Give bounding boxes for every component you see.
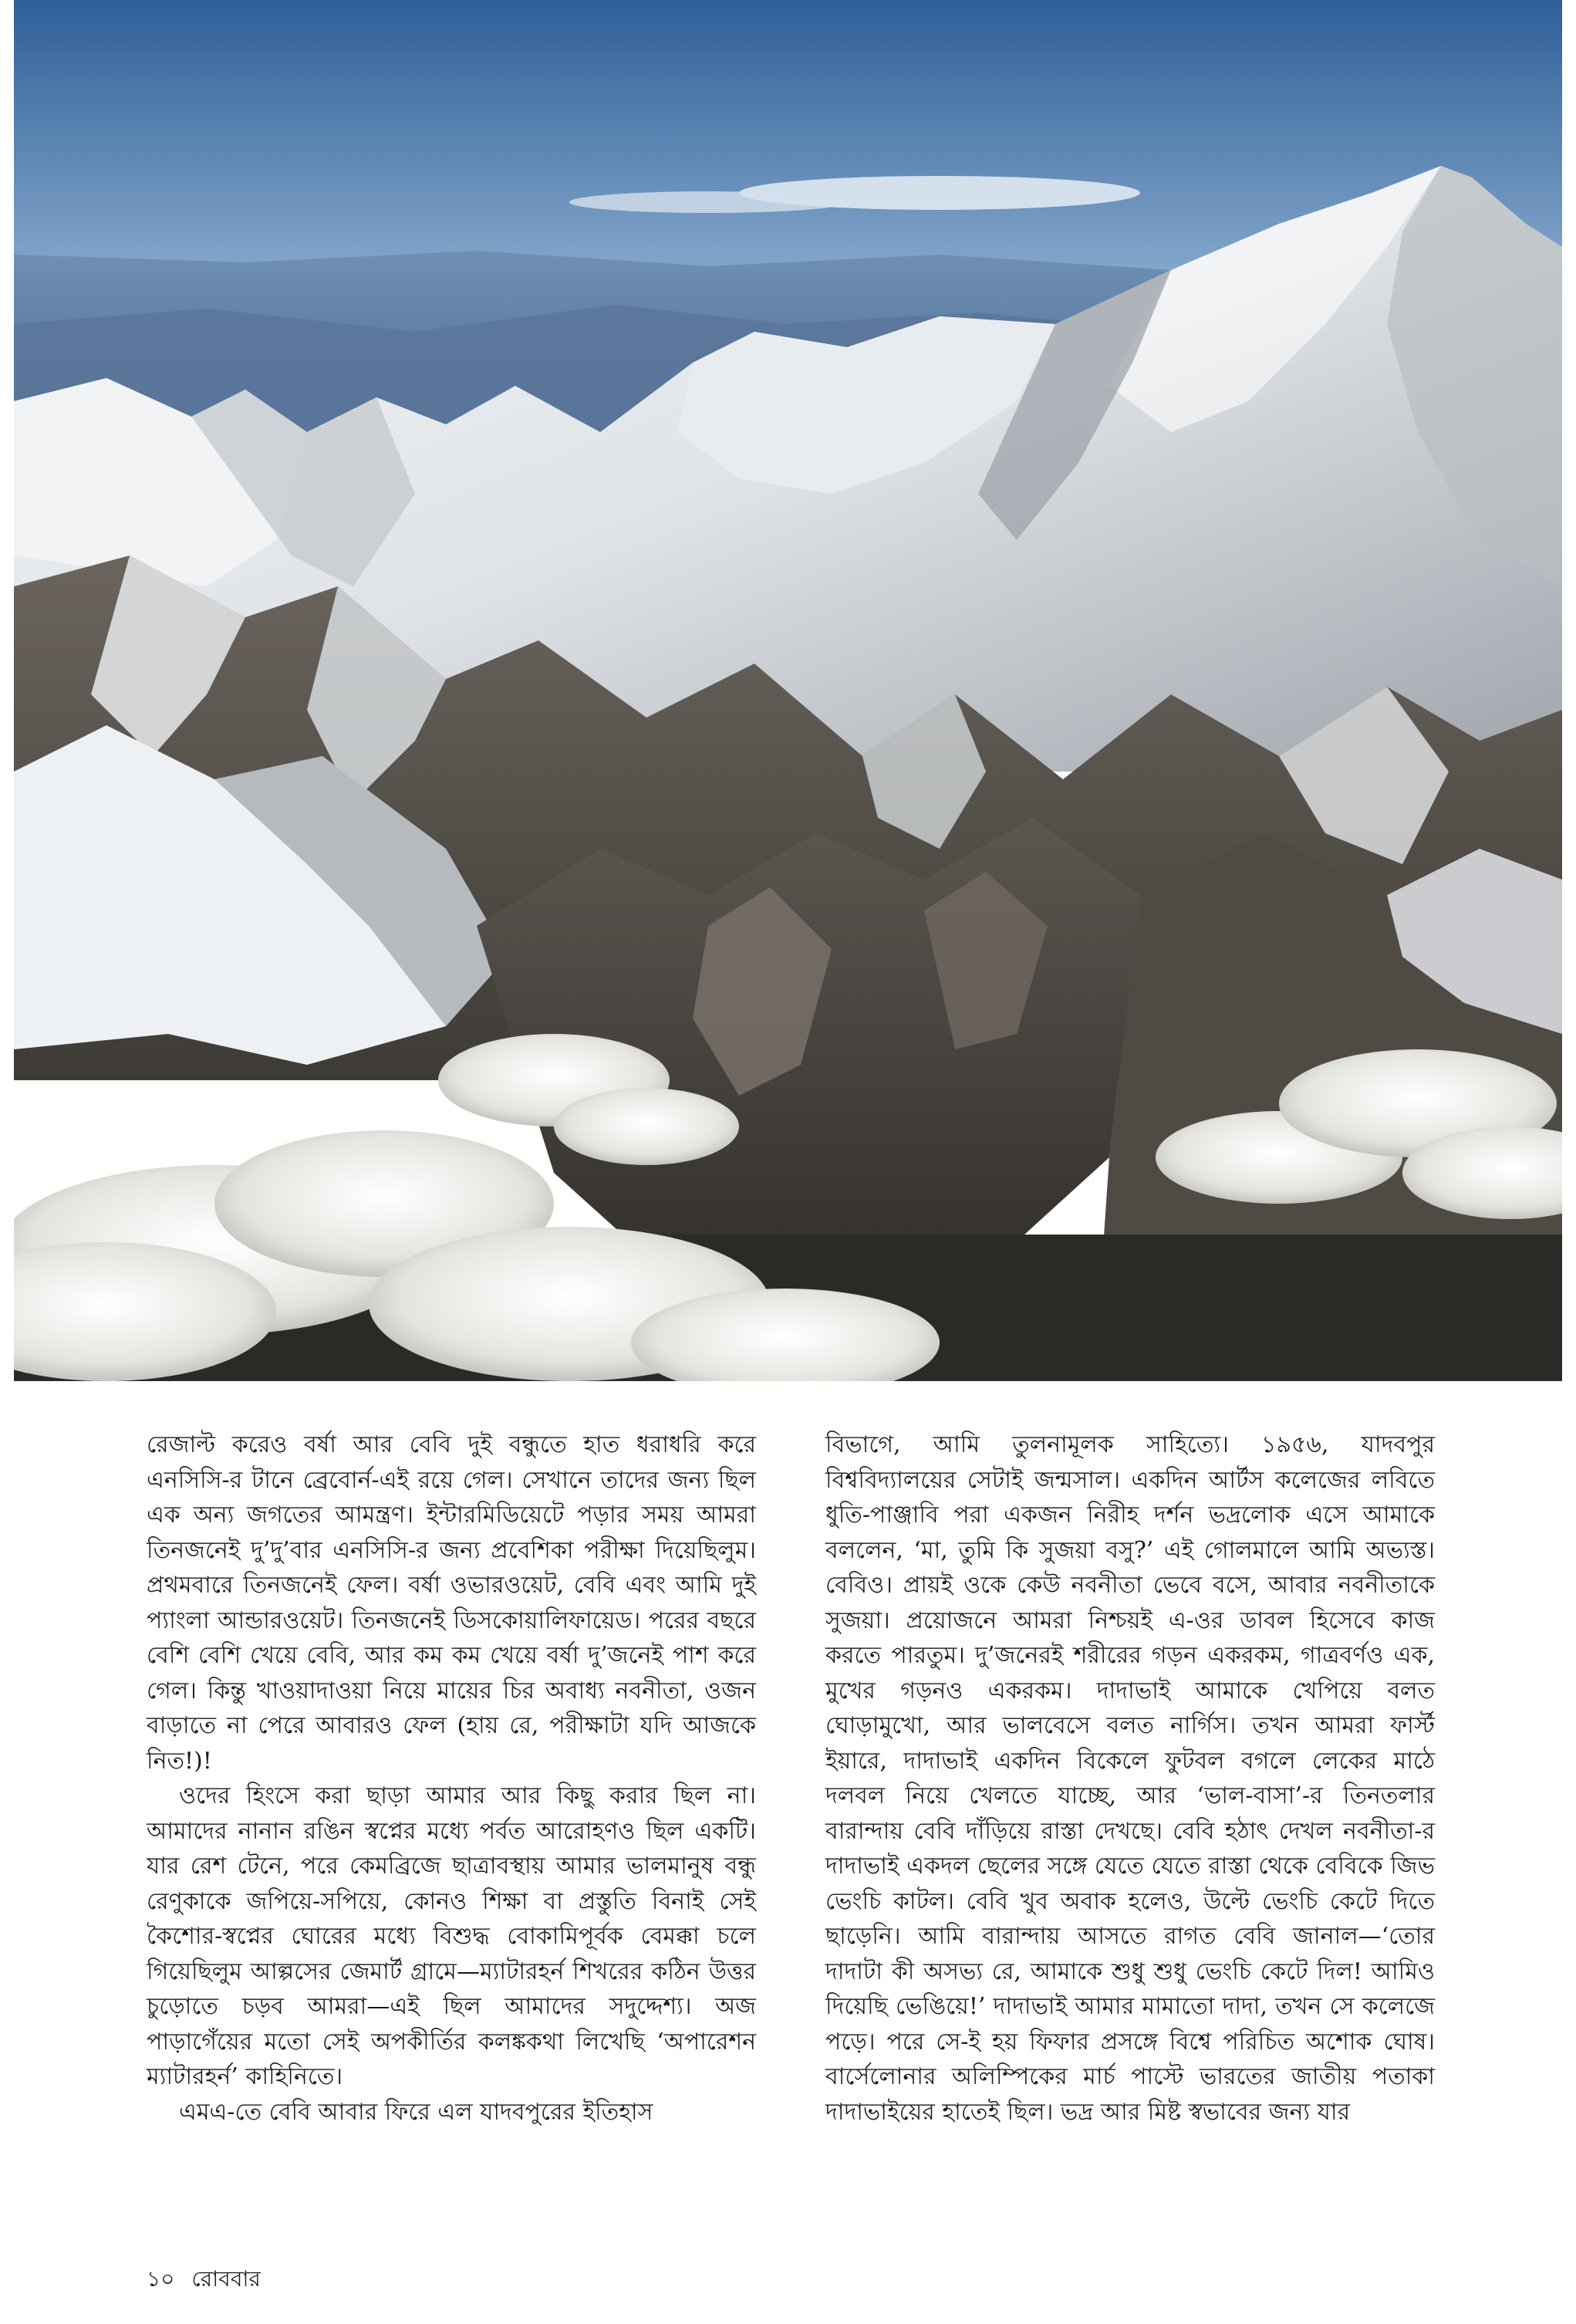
page-number: ১০ — [147, 2266, 175, 2292]
paragraph: রেজাল্ট করেও বর্ষা আর বেবি দুই বন্ধুতে হাত ধরাধরি করে এনসিসি-র টানে ব্রেবোর্ন-এই রয়ে গেল। সেখানে তাদের জন্য ছিল এক অন্য জগতের আমন্ত্রণ। ইন্টারমিডিয়েটে পড়ার সময় আমরা তিনজনেই দু’দু’বার এনসিসি-র জন্য প্রবেশিকা পরীক্ষা দিয়েছিলুম। প্রথমবারে তিনজনেই ফেল। বর্ষা ওভারওয়েট, বেবি এবং আমি দুই প্যাংলা আন্ডারওয়েট। তিনজনেই ডিসকোয়ালিফায়েড। পরের বছরে বেশি বেশি খেয়ে বেবি, আর কম কম খেয়ে বর্ষা দু’জনেই পাশ করে গেল। কিন্তু খাওয়াদাওয়া নিয়ে মায়ের চির অবাধ্য নবনীতা, ওজন বাড়াতে না পেরে আবারও ফেল (হায় রে, পরীক্ষাটা যদি আজকে নিত!)! — [147, 1431, 756, 1775]
paragraph: ওদের হিংসে করা ছাড়া আমার আর কিছু করার ছিল না। আমাদের নানান রঙিন স্বপ্নের মধ্যে পর্বত আরোহণও ছিল একটি। যার রেশ টেনে, পরে কেমব্রিজে ছাত্রাবস্থায় আমার ভালমানুষ বন্ধু রেণুকাকে জপিয়ে-সপিয়ে, কোনও শিক্ষা বা প্রস্তুতি বিনাই সেই কৈশোর-স্বপ্নের ঘোরের মধ্যে বিশুদ্ধ বোকামিপূর্বক বেমক্কা চলে গিয়েছিলুম আল্পসের জেমার্ট গ্রামে—ম্যাটারহর্ন শিখরের কঠিন উত্তর চুড়োতে চড়ব আমরা—এই ছিল আমাদের সদুদ্দেশ্য। অজ পাড়াগেঁয়ের মতো সেই অপকীর্তির কলঙ্ককথা লিখেছি ‘অপারেশন ম্যাটারহর্ন’ কাহিনিতে। — [147, 1782, 756, 2090]
page-footer — [147, 2262, 261, 2299]
right-column — [825, 1427, 1435, 2130]
paragraph: এমএ-তে বেবি আবার ফিরে এল যাদবপুরের ইতিহাস — [179, 2098, 653, 2126]
mountain-photo — [14, 0, 1562, 1381]
publication-name: রোববার — [191, 2266, 261, 2292]
left-column — [147, 1427, 756, 2130]
paragraph: বিভাগে, আমি তুলনামূলক সাহিত্যে। ১৯৫৬, যাদবপুর বিশ্ববিদ্যালয়ের সেটাই জন্মসাল। একদিন আর্টস কলেজের লবিতে ধুতি-পাঞ্জাবি পরা একজন নিরীহ দর্শন ভদ্রলোক এসে আমাকে বললেন, ‘মা, তুমি কি সুজয়া বসু?’ এই গোলমালে আমি অভ্যস্ত। বেবিও। প্রায়ই ওকে কেউ নবনীতা ভেবে বসে, আবার নবনীতাকে সুজয়া। প্রয়োজনে আমরা নিশ্চয়ই এ-ওর ডাবল হিসেবে কাজ করতে পারতুম। দু’জনেরই শরীরের গড়ন একরকম, গাত্রবর্ণও এক, মুখের গড়নও একরকম। দাদাভাই আমাকে খেপিয়ে বলত ঘোড়ামুখো, আর ভালবেসে বলত নার্গিস। তখন আমরা ফার্স্ট ইয়ারে, দাদাভাই একদিন বিকেলে ফুটবল বগলে লেকের মাঠে দলবল নিয়ে খেলতে যাচ্ছে, আর ‘ভাল-বাসা’-র তিনতলার বারান্দায় বেবি দাঁড়িয়ে রাস্তা দেখছে। বেবি হঠাৎ দেখল নবনীতা-র দাদাভাই একদল ছেলের সঙ্গে যেতে যেতে রাস্তা থেকে বেবিকে জিভ ভেংচি কাটল। বেবি খুব অবাক হলেও, উল্টে ভেংচি কেটে দিতে ছাড়েনি। আমি বারান্দায় আসতে রাগত বেবি জানাল—‘তোর দাদাটা কী অসভ্য রে, আমাকে শুধু শুধু ভেংচি কেটে দিল! আমিও দিয়েছি ভেঙিয়ে!’ দাদাভাই আমার মামাতো দাদা, তখন সে কলেজে পড়ে। পরে সে-ই হয় ফিফার প্রসঙ্গে বিশ্বে পরিচিত অশোক ঘোষ। বার্সেলোনার অলিম্পিকের মার্চ পাস্টে ভারতের জাতীয় পতাকা দাদাভাইয়ের হাতেই ছিল। ভদ্র আর মিষ্ট স্বভাবের জন্য যার — [825, 1431, 1435, 2126]
mountain-illustration — [14, 0, 1562, 1381]
